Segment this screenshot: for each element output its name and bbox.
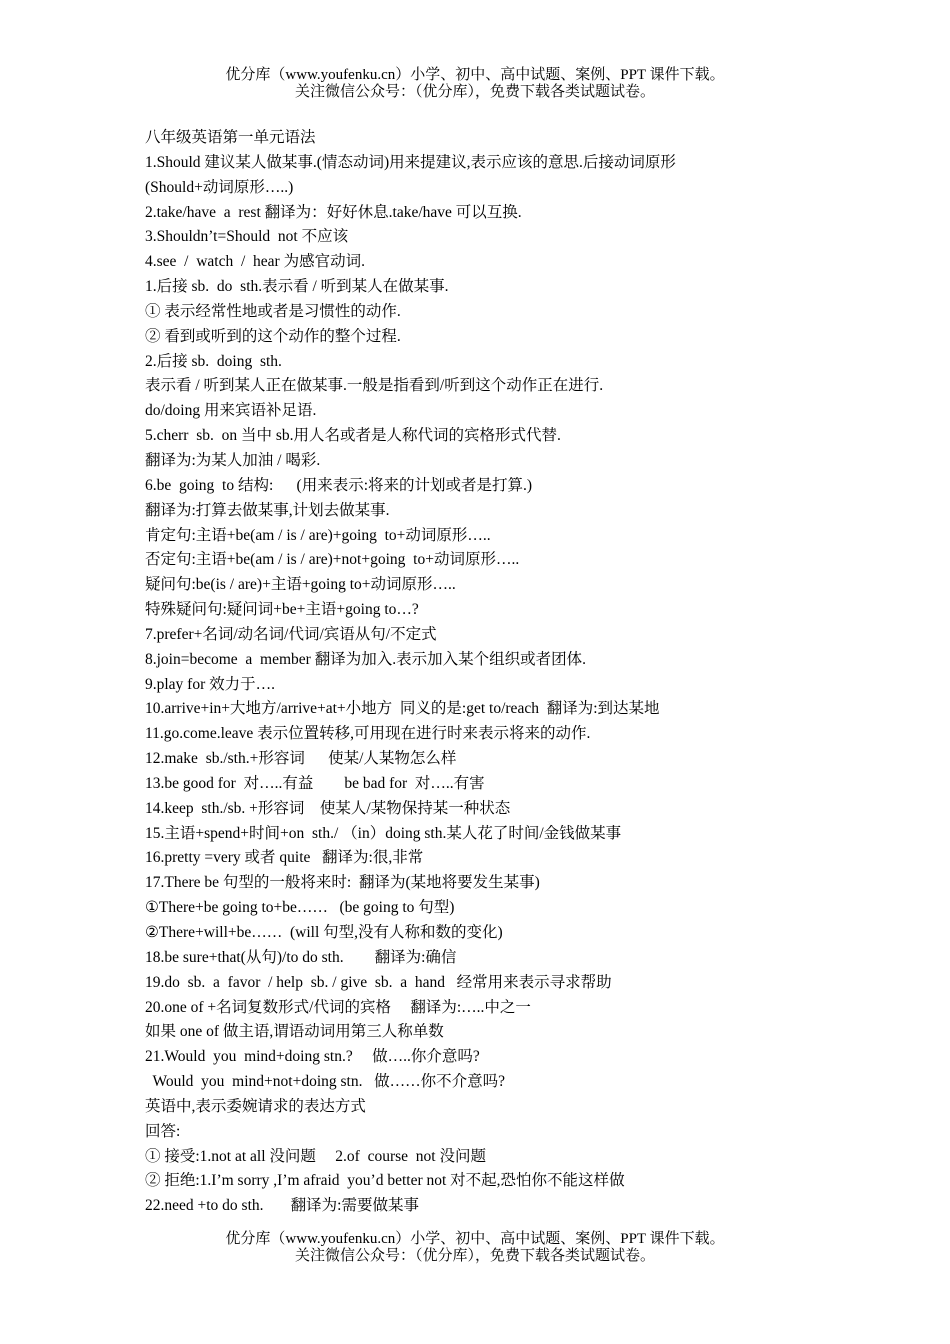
header-line-2: 关注微信公众号：（优分库），免费下载各类试题试卷。	[294, 84, 655, 100]
text-line: 13.be good for 对…..有益 be bad for 对…..有害	[145, 774, 485, 792]
text-line: 18.be sure+that(从句)/to do sth. 翻译为:确信	[145, 948, 457, 966]
text-line: 9.play for 效力于….	[145, 675, 276, 693]
text-line: ② 拒绝:1.I’m sorry ,I’m afraid you’d better not 对不起,恐怕你不能这样做	[145, 1172, 625, 1190]
text-line: (Should+动词原形…..)	[145, 178, 294, 196]
text-line: 1.后接 sb. do sth.表示看 / 听到某人在做某事.	[145, 278, 449, 296]
text-line: 2.take/have a rest 翻译为：好好休息.take/have 可以互换.	[145, 203, 522, 221]
text-line: ②There+will+be…… (will 句型,没有人称和数的变化)	[145, 924, 503, 941]
text-line: ① 表示经常性地或者是习惯性的动作.	[145, 302, 401, 320]
text-line: 英语中,表示委婉请求的表达方式	[145, 1097, 366, 1115]
text-line: 17.There be 句型的一般将来时: 翻译为(某地将要发生某事)	[145, 874, 540, 892]
page-footer	[0, 1231, 950, 1265]
text-line: 特殊疑问句:疑问词+be+主语+going to…?	[145, 601, 419, 619]
text-line: 22.need +to do sth. 翻译为:需要做某事	[145, 1197, 419, 1215]
text-line: ② 看到或听到的这个动作的整个过程.	[145, 327, 401, 345]
document-title: 八年级英语第一单元语法	[145, 129, 316, 146]
text-line: 3.Shouldn’t=Should not 不应该	[145, 228, 349, 246]
text-line: 20.one of +名词复数形式/代词的宾格 翻译为:…..中之一	[145, 998, 531, 1016]
text-line: 疑问句:be(is / are)+主语+going to+动词原形…..	[145, 576, 456, 594]
text-line: Would you mind+not+doing stn. 做……你不介意吗?	[145, 1073, 505, 1091]
page-header	[0, 67, 950, 101]
text-line: 1.Should 建议某人做某事.(情态动词)用来提建议,表示应该的意思.后接动词原形	[145, 153, 676, 171]
document-body	[145, 126, 905, 1219]
text-line: 11.go.come.leave 表示位置转移,可用现在进行时来表示将来的动作.	[145, 725, 591, 743]
text-line: 4.see / watch / hear 为感官动词.	[145, 253, 365, 271]
footer-line-2: 关注微信公众号：（优分库），免费下载各类试题试卷。	[294, 1248, 655, 1264]
text-line: 肯定句:主语+be(am / is / are)+going to+动词原形…..	[145, 526, 491, 544]
text-line: 回答:	[145, 1122, 181, 1140]
text-line: do/doing 用来宾语补足语.	[145, 402, 317, 420]
text-line: 5.cherr sb. on 当中 sb.用人名或者是人称代词的宾格形式代替.	[145, 427, 561, 445]
text-line: 2.后接 sb. doing sth.	[145, 352, 282, 370]
text-line: 12.make sb./sth.+形容词 使某/人某物怎么样	[145, 750, 457, 768]
text-line: ①There+be going to+be…… (be going to 句型)	[145, 899, 455, 917]
text-line: 表示看 / 听到某人正在做某事.一般是指看到/听到这个动作正在进行.	[145, 377, 604, 395]
text-line: 如果 one of 做主语,谓语动词用第三人称单数	[145, 1023, 444, 1041]
text-line: 7.prefer+名词/动名词/代词/宾语从句/不定式	[145, 625, 437, 643]
footer-line-1: 优分库（www.youfenku.cn）小学、初中、高中试题、案例、PPT 课件下载。	[225, 1231, 725, 1247]
text-line: 21.Would you mind+doing stn.? 做…..你介意吗?	[145, 1048, 480, 1066]
text-line: 否定句:主语+be(am / is / are)+not+going to+动词原形…..	[145, 551, 520, 569]
text-line: 19.do sb. a favor / help sb. / give sb. a hand 经常用来表示寻求帮助	[145, 973, 612, 991]
text-line: 翻译为:打算去做某事,计划去做某事.	[145, 501, 390, 519]
text-line: 10.arrive+in+大地方/arrive+at+小地方 同义的是:get to/reach 翻译为:到达某地	[145, 700, 660, 718]
text-line: 翻译为:为某人加油 / 喝彩.	[145, 451, 321, 469]
text-line: 15.主语+spend+时间+on sth./ （in）doing sth.某人花了时间/金钱做某事	[145, 824, 622, 842]
text-line: 16.pretty =very 或者 quite 翻译为:很,非常	[145, 849, 424, 867]
text-line: ① 接受:1.not at all 没问题 2.of course not 没问题	[145, 1147, 486, 1165]
text-line: 8.join=become a member 翻译为加入.表示加入某个组织或者团体.	[145, 650, 586, 668]
text-line: 6.be going to 结构: (用来表示:将来的计划或者是打算.)	[145, 476, 533, 494]
text-line: 14.keep sth./sb. +形容词 使某人/某物保持某一种状态	[145, 799, 511, 817]
header-line-1: 优分库（www.youfenku.cn）小学、初中、高中试题、案例、PPT 课件下载。	[225, 67, 725, 83]
